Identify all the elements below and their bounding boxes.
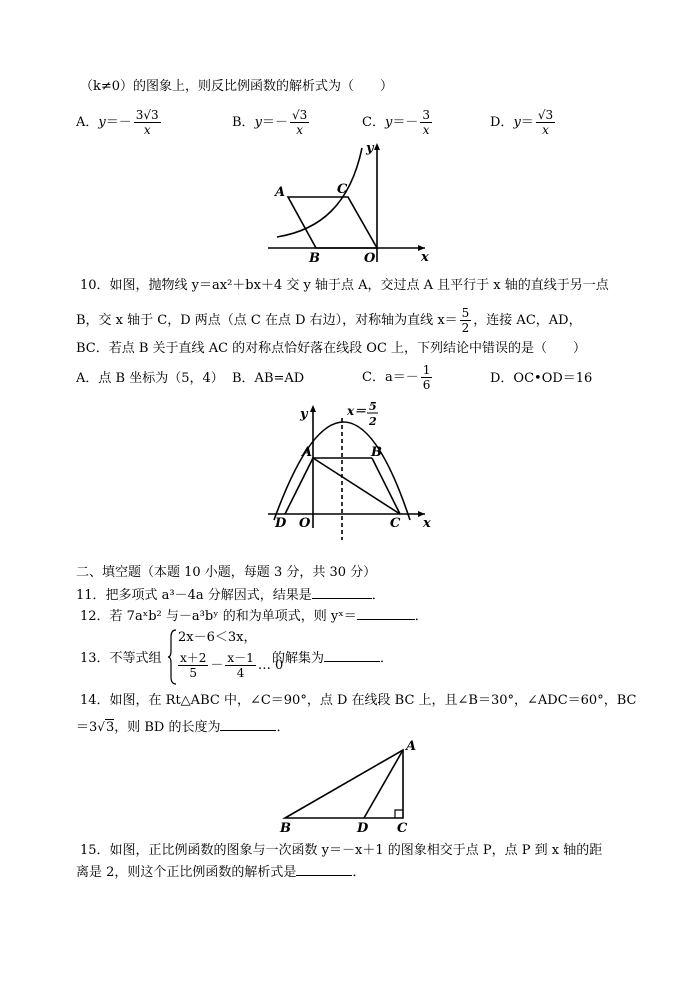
q12-end: ． [414, 609, 428, 624]
q13-suffix-text: 的解集为 [272, 651, 325, 666]
q10-line3: BC．若点 B 关于直线 AC 的对称点恰好落在线段 OC 上，下列结论中错误的是（ ） [76, 341, 587, 356]
fraction-denominator: 4 [236, 666, 245, 680]
q13-prefix: 13．不等式组 [80, 651, 162, 666]
fraction-numerator: √3 [291, 108, 308, 122]
q12-text: 12．若 7aˣb² 与－a³bʸ 的和为单项式，则 yˣ＝ [80, 609, 357, 624]
triangle-abc [285, 750, 403, 818]
label-o: O [364, 251, 376, 266]
label-b: B [280, 821, 291, 836]
option-eq: ＝ [520, 115, 534, 130]
option-letter: D． [490, 115, 514, 130]
fraction-denominator: 2 [461, 321, 470, 335]
q9-stem: （k≠0）的图象上，则反比例函数的解析式为（ ） [80, 79, 394, 94]
fraction-denominator: x [422, 123, 430, 137]
q10-line2-start: B，交 x 轴于 C，D 两点（点 C 在点 D 右边），对称轴为直线 x＝ [76, 313, 458, 328]
option-y: y [98, 115, 106, 130]
label-d: D [275, 516, 287, 531]
minus-sign: － [210, 658, 224, 673]
fraction-denominator: 6 [422, 378, 431, 392]
fraction-numerator: x＋2 [180, 651, 207, 665]
q11-text: 11．把多项式 a³－4a 分解因式，结果是 [76, 588, 312, 603]
q15-line2-text: 离是 2，则这个正比例函数的解析式是 [76, 865, 297, 880]
fraction-denominator: 5 [189, 666, 198, 680]
sqrt-sign: √ [97, 720, 105, 734]
label-a: A [406, 739, 417, 754]
fraction-numerator: 3 [422, 108, 430, 122]
q14-end: ． [276, 720, 290, 735]
fraction-numerator: 5 [461, 306, 470, 320]
q14-line2-start: ＝3 [76, 720, 98, 735]
q10-line1: 10．如图，抛物线 y＝ax²＋bx＋4 交 y 轴于点 A，交过点 A 且平行于 x 轴的直线于另一点 [80, 278, 609, 293]
q15-line2 [76, 864, 365, 882]
option-eq: ＝－ [105, 115, 132, 130]
label-a: A [302, 445, 313, 460]
label-x: x [421, 250, 429, 265]
q14-line1: 14．如图，在 Rt△ABC 中，∠C＝90°，点 D 在线段 BC 上，且∠B＝30°，∠ADC＝60°，BC [80, 693, 637, 708]
label-c: C [397, 821, 408, 836]
q15-end: ． [352, 865, 366, 880]
section-title: 二、填空题（本题 10 小题，每题 3 分，共 30 分） [76, 565, 377, 580]
label-a: A [275, 185, 286, 200]
fraction-numerator: √3 [537, 108, 554, 122]
q13-end: ． [380, 651, 394, 666]
option-letter: C． [362, 115, 385, 130]
option-letter: A． [76, 115, 99, 130]
label-c: C [337, 182, 348, 197]
label-c: C [390, 516, 401, 531]
fraction-denominator: x [296, 123, 303, 137]
q11-end: ． [371, 588, 385, 603]
fraction-numerator: 3√3 [135, 108, 159, 122]
label-y: y [300, 407, 308, 422]
label-b: B [309, 251, 320, 266]
q15-line1: 15．如图，正比例函数的图象与一次函数 y＝－x＋1 的图象相交于点 P，点 P 到 x 轴的距 [80, 843, 603, 858]
label-d: D [357, 821, 369, 836]
option-eq: ＝－ [392, 115, 419, 130]
fraction-numerator: 1 [422, 363, 431, 377]
fraction-denominator: x [542, 123, 549, 137]
option-eq: ＝－ [261, 115, 288, 130]
option-y: y [384, 115, 393, 130]
label-axis-num: 5 [369, 400, 377, 413]
label-axis-den: 2 [369, 415, 377, 428]
label-x: x [423, 516, 431, 531]
option-y: y [254, 115, 262, 130]
inequality-1: 2x－6＜3x， [178, 630, 257, 645]
q10-line2-end: ，连接 AC，AD， [473, 313, 582, 328]
label-axis: x＝ [347, 404, 367, 418]
right-angle-mark [395, 810, 403, 818]
option-y: y [513, 115, 521, 130]
label-y: y [366, 141, 374, 156]
q10-option-b: B．AB=AD [232, 371, 305, 386]
option-letter: B． [232, 115, 255, 130]
q10-option-a: A．点 B 坐标为（5，4） [76, 371, 224, 386]
sqrt-radicand: 3 [105, 720, 115, 735]
q10-option-d: D．OC•OD＝16 [490, 371, 593, 386]
relation-sign: … 0 [257, 658, 284, 673]
q15-answer-blank[interactable] [296, 875, 352, 876]
label-o: O [299, 516, 311, 531]
q14-line2-end: ，则 BD 的长度为 [114, 720, 221, 735]
fraction-numerator: x－1 [227, 651, 254, 665]
option-c-prefix: C．a＝－ [362, 370, 419, 385]
fraction-denominator: x [143, 123, 151, 137]
segment-ad [364, 750, 403, 818]
label-b: B [371, 445, 382, 460]
